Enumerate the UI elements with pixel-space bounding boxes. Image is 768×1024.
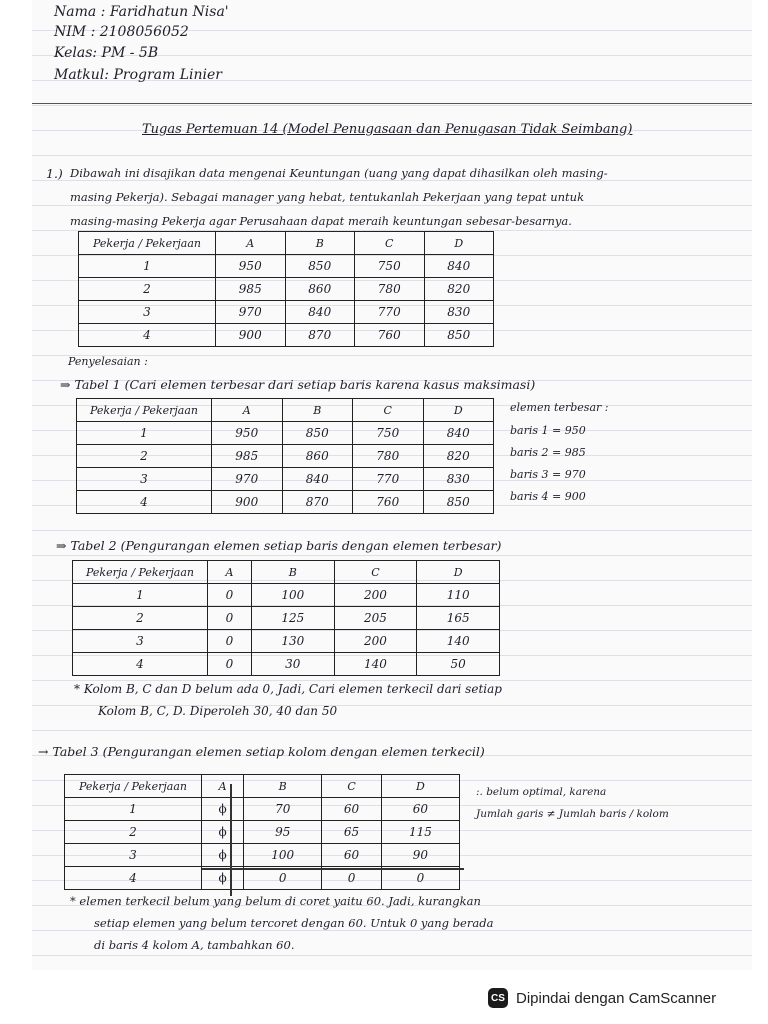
table-row	[79, 278, 494, 301]
profit-table	[78, 231, 494, 347]
header-cell: B	[285, 232, 355, 255]
cell: 4	[79, 324, 216, 347]
table-row	[73, 653, 500, 676]
table-row	[65, 844, 460, 867]
header-cell: C	[353, 399, 424, 422]
table-row	[77, 491, 494, 514]
largest-row-3: baris 3 = 970	[510, 468, 586, 481]
header-cell: A	[208, 561, 252, 584]
cell: 950	[216, 255, 286, 278]
cell: 65	[322, 821, 382, 844]
largest-elements-title: elemen terbesar :	[510, 401, 609, 414]
cell: 125	[251, 607, 334, 630]
cell: 60	[322, 798, 382, 821]
cell: 870	[282, 491, 353, 514]
cell: 840	[423, 422, 494, 445]
cell: 165	[417, 607, 500, 630]
cell: 2	[79, 278, 216, 301]
header-divider	[32, 103, 752, 104]
cell: 140	[334, 653, 417, 676]
cell: 70	[244, 798, 322, 821]
tabel2	[72, 560, 500, 676]
header-cell: A	[212, 399, 283, 422]
cell: 840	[424, 255, 494, 278]
problem-line-1: Dibawah ini disajikan data mengenai Keuntungan (uang yang dapat dihasilkan oleh masing-	[70, 166, 608, 180]
header-cell: B	[244, 775, 322, 798]
cell: 0	[244, 867, 322, 890]
student-class: Kelas: PM - 5B	[54, 45, 159, 61]
cell: 4	[73, 653, 208, 676]
cell: 1	[79, 255, 216, 278]
cell: 0	[208, 584, 252, 607]
tabel3	[64, 774, 460, 890]
table-row	[65, 821, 460, 844]
table-row	[73, 607, 500, 630]
tabel3-title: → Tabel 3 (Pengurangan elemen setiap kolom dengan elemen terkecil)	[38, 744, 485, 759]
cell: 850	[282, 422, 353, 445]
header-cell: C	[334, 561, 417, 584]
table-row	[77, 468, 494, 491]
footer-text: Dipindai dengan CamScanner	[516, 989, 717, 1007]
table-header-row	[65, 775, 460, 798]
cell: 985	[212, 445, 283, 468]
largest-row-2: baris 2 = 985	[510, 446, 586, 459]
cell: 1	[65, 798, 202, 821]
header-cell: Pekerja / Pekerjaan	[77, 399, 212, 422]
table-header-row	[77, 399, 494, 422]
cell: 780	[355, 278, 425, 301]
cell: ϕ	[202, 798, 244, 821]
table-row	[73, 630, 500, 653]
cell: 3	[73, 630, 208, 653]
course-name: Matkul: Program Linier	[54, 67, 222, 83]
cell: 0	[208, 607, 252, 630]
cell: 850	[424, 324, 494, 347]
header-cell: C	[322, 775, 382, 798]
cell: 2	[65, 821, 202, 844]
header-cell: B	[251, 561, 334, 584]
cell: 780	[353, 445, 424, 468]
cell: 4	[65, 867, 202, 890]
cell: 770	[355, 301, 425, 324]
cell: 850	[285, 255, 355, 278]
cell: 860	[282, 445, 353, 468]
cell: 205	[334, 607, 417, 630]
cell: 820	[423, 445, 494, 468]
tabel1	[76, 398, 494, 514]
cell: 115	[381, 821, 459, 844]
row-4-strike-line	[202, 868, 464, 870]
table-row	[77, 445, 494, 468]
tabel1-title: ⇒ Tabel 1 (Cari elemen terbesar dari setiap baris karena kasus maksimasi)	[60, 377, 536, 392]
cell: ϕ	[202, 867, 244, 890]
cell: 3	[79, 301, 216, 324]
cell: ϕ	[202, 821, 244, 844]
cell: 830	[424, 301, 494, 324]
largest-row-4: baris 4 = 900	[510, 490, 586, 503]
cell: 0	[208, 630, 252, 653]
cell: 750	[353, 422, 424, 445]
header-cell: Pekerja / Pekerjaan	[73, 561, 208, 584]
column-a-strike-line	[230, 784, 232, 896]
cell: 840	[282, 468, 353, 491]
tabel2-note-2: Kolom B, C, D. Diperoleh 30, 40 dan 50	[98, 704, 338, 718]
page-title: Tugas Pertemuan 14 (Model Penugasaan dan Penugasan Tidak Seimbang)	[142, 122, 633, 137]
header-cell: Pekerja / Pekerjaan	[79, 232, 216, 255]
table-row	[77, 422, 494, 445]
cell: 90	[381, 844, 459, 867]
table-row	[79, 301, 494, 324]
notebook-page	[32, 0, 752, 970]
cell: 140	[417, 630, 500, 653]
solution-label: Penyelesaian :	[68, 355, 148, 368]
cell: 200	[334, 584, 417, 607]
student-nim: NIM : 2108056052	[54, 24, 189, 40]
cell: 760	[353, 491, 424, 514]
table-header-row	[73, 561, 500, 584]
table-row	[79, 255, 494, 278]
header-cell: A	[216, 232, 286, 255]
tabel3-note-2: setiap elemen yang belum tercoret dengan 60. Untuk 0 yang berada	[94, 916, 494, 930]
problem-number: 1.)	[46, 166, 63, 181]
cell: 100	[251, 584, 334, 607]
header-cell: C	[355, 232, 425, 255]
cell: 60	[381, 798, 459, 821]
tabel3-note-1: * elemen terkecil belum yang belum di coret yaitu 60. Jadi, kurangkan	[70, 894, 481, 908]
cell: 50	[417, 653, 500, 676]
cell: 2	[77, 445, 212, 468]
cell: 830	[423, 468, 494, 491]
cell: 95	[244, 821, 322, 844]
cell: 4	[77, 491, 212, 514]
cell: 110	[417, 584, 500, 607]
cell: 1	[73, 584, 208, 607]
problem-line-3: masing-masing Pekerja agar Perusahaan dapat meraih keuntungan sebesar-besarnya.	[70, 214, 572, 228]
table-row	[65, 867, 460, 890]
camscanner-footer	[488, 985, 716, 1011]
tabel2-title: ⇒ Tabel 2 (Pengurangan elemen setiap baris dengan elemen terbesar)	[56, 538, 502, 553]
table-row	[73, 584, 500, 607]
header-cell: D	[424, 232, 494, 255]
problem-line-2: masing Pekerja). Sebagai manager yang hebat, tentukanlah Pekerjaan yang tepat untuk	[70, 190, 585, 204]
table-row	[79, 324, 494, 347]
cell: 30	[251, 653, 334, 676]
table-row	[65, 798, 460, 821]
header-cell: Pekerja / Pekerjaan	[65, 775, 202, 798]
tabel3-note-3: di baris 4 kolom A, tambahkan 60.	[94, 938, 295, 952]
cell: 840	[285, 301, 355, 324]
largest-row-1: baris 1 = 950	[510, 424, 586, 437]
table-header-row	[79, 232, 494, 255]
cell: ϕ	[202, 844, 244, 867]
cell: 0	[322, 867, 382, 890]
tabel3-side-1: :. belum optimal, karena	[476, 786, 607, 798]
student-name: Nama : Faridhatun Nisa'	[54, 4, 229, 20]
cell: 750	[355, 255, 425, 278]
cell: 970	[216, 301, 286, 324]
cell: 2	[73, 607, 208, 630]
cell: 860	[285, 278, 355, 301]
header-cell: A	[202, 775, 244, 798]
header-cell: D	[417, 561, 500, 584]
cell: 0	[208, 653, 252, 676]
cell: 900	[216, 324, 286, 347]
cell: 3	[77, 468, 212, 491]
cs-logo-icon: CS	[488, 988, 508, 1008]
header-cell: D	[381, 775, 459, 798]
cell: 950	[212, 422, 283, 445]
cell: 100	[244, 844, 322, 867]
cell: 900	[212, 491, 283, 514]
cell: 850	[423, 491, 494, 514]
cell: 870	[285, 324, 355, 347]
cell: 0	[381, 867, 459, 890]
cell: 970	[212, 468, 283, 491]
tabel3-side-2: Jumlah garis ≠ Jumlah baris / kolom	[476, 808, 669, 820]
cell: 760	[355, 324, 425, 347]
cell: 3	[65, 844, 202, 867]
header-cell: D	[423, 399, 494, 422]
cell: 200	[334, 630, 417, 653]
cell: 820	[424, 278, 494, 301]
cell: 60	[322, 844, 382, 867]
tabel2-note-1: * Kolom B, C dan D belum ada 0, Jadi, Cari elemen terkecil dari setiap	[74, 682, 502, 696]
cell: 985	[216, 278, 286, 301]
cell: 130	[251, 630, 334, 653]
header-cell: B	[282, 399, 353, 422]
cell: 1	[77, 422, 212, 445]
cell: 770	[353, 468, 424, 491]
